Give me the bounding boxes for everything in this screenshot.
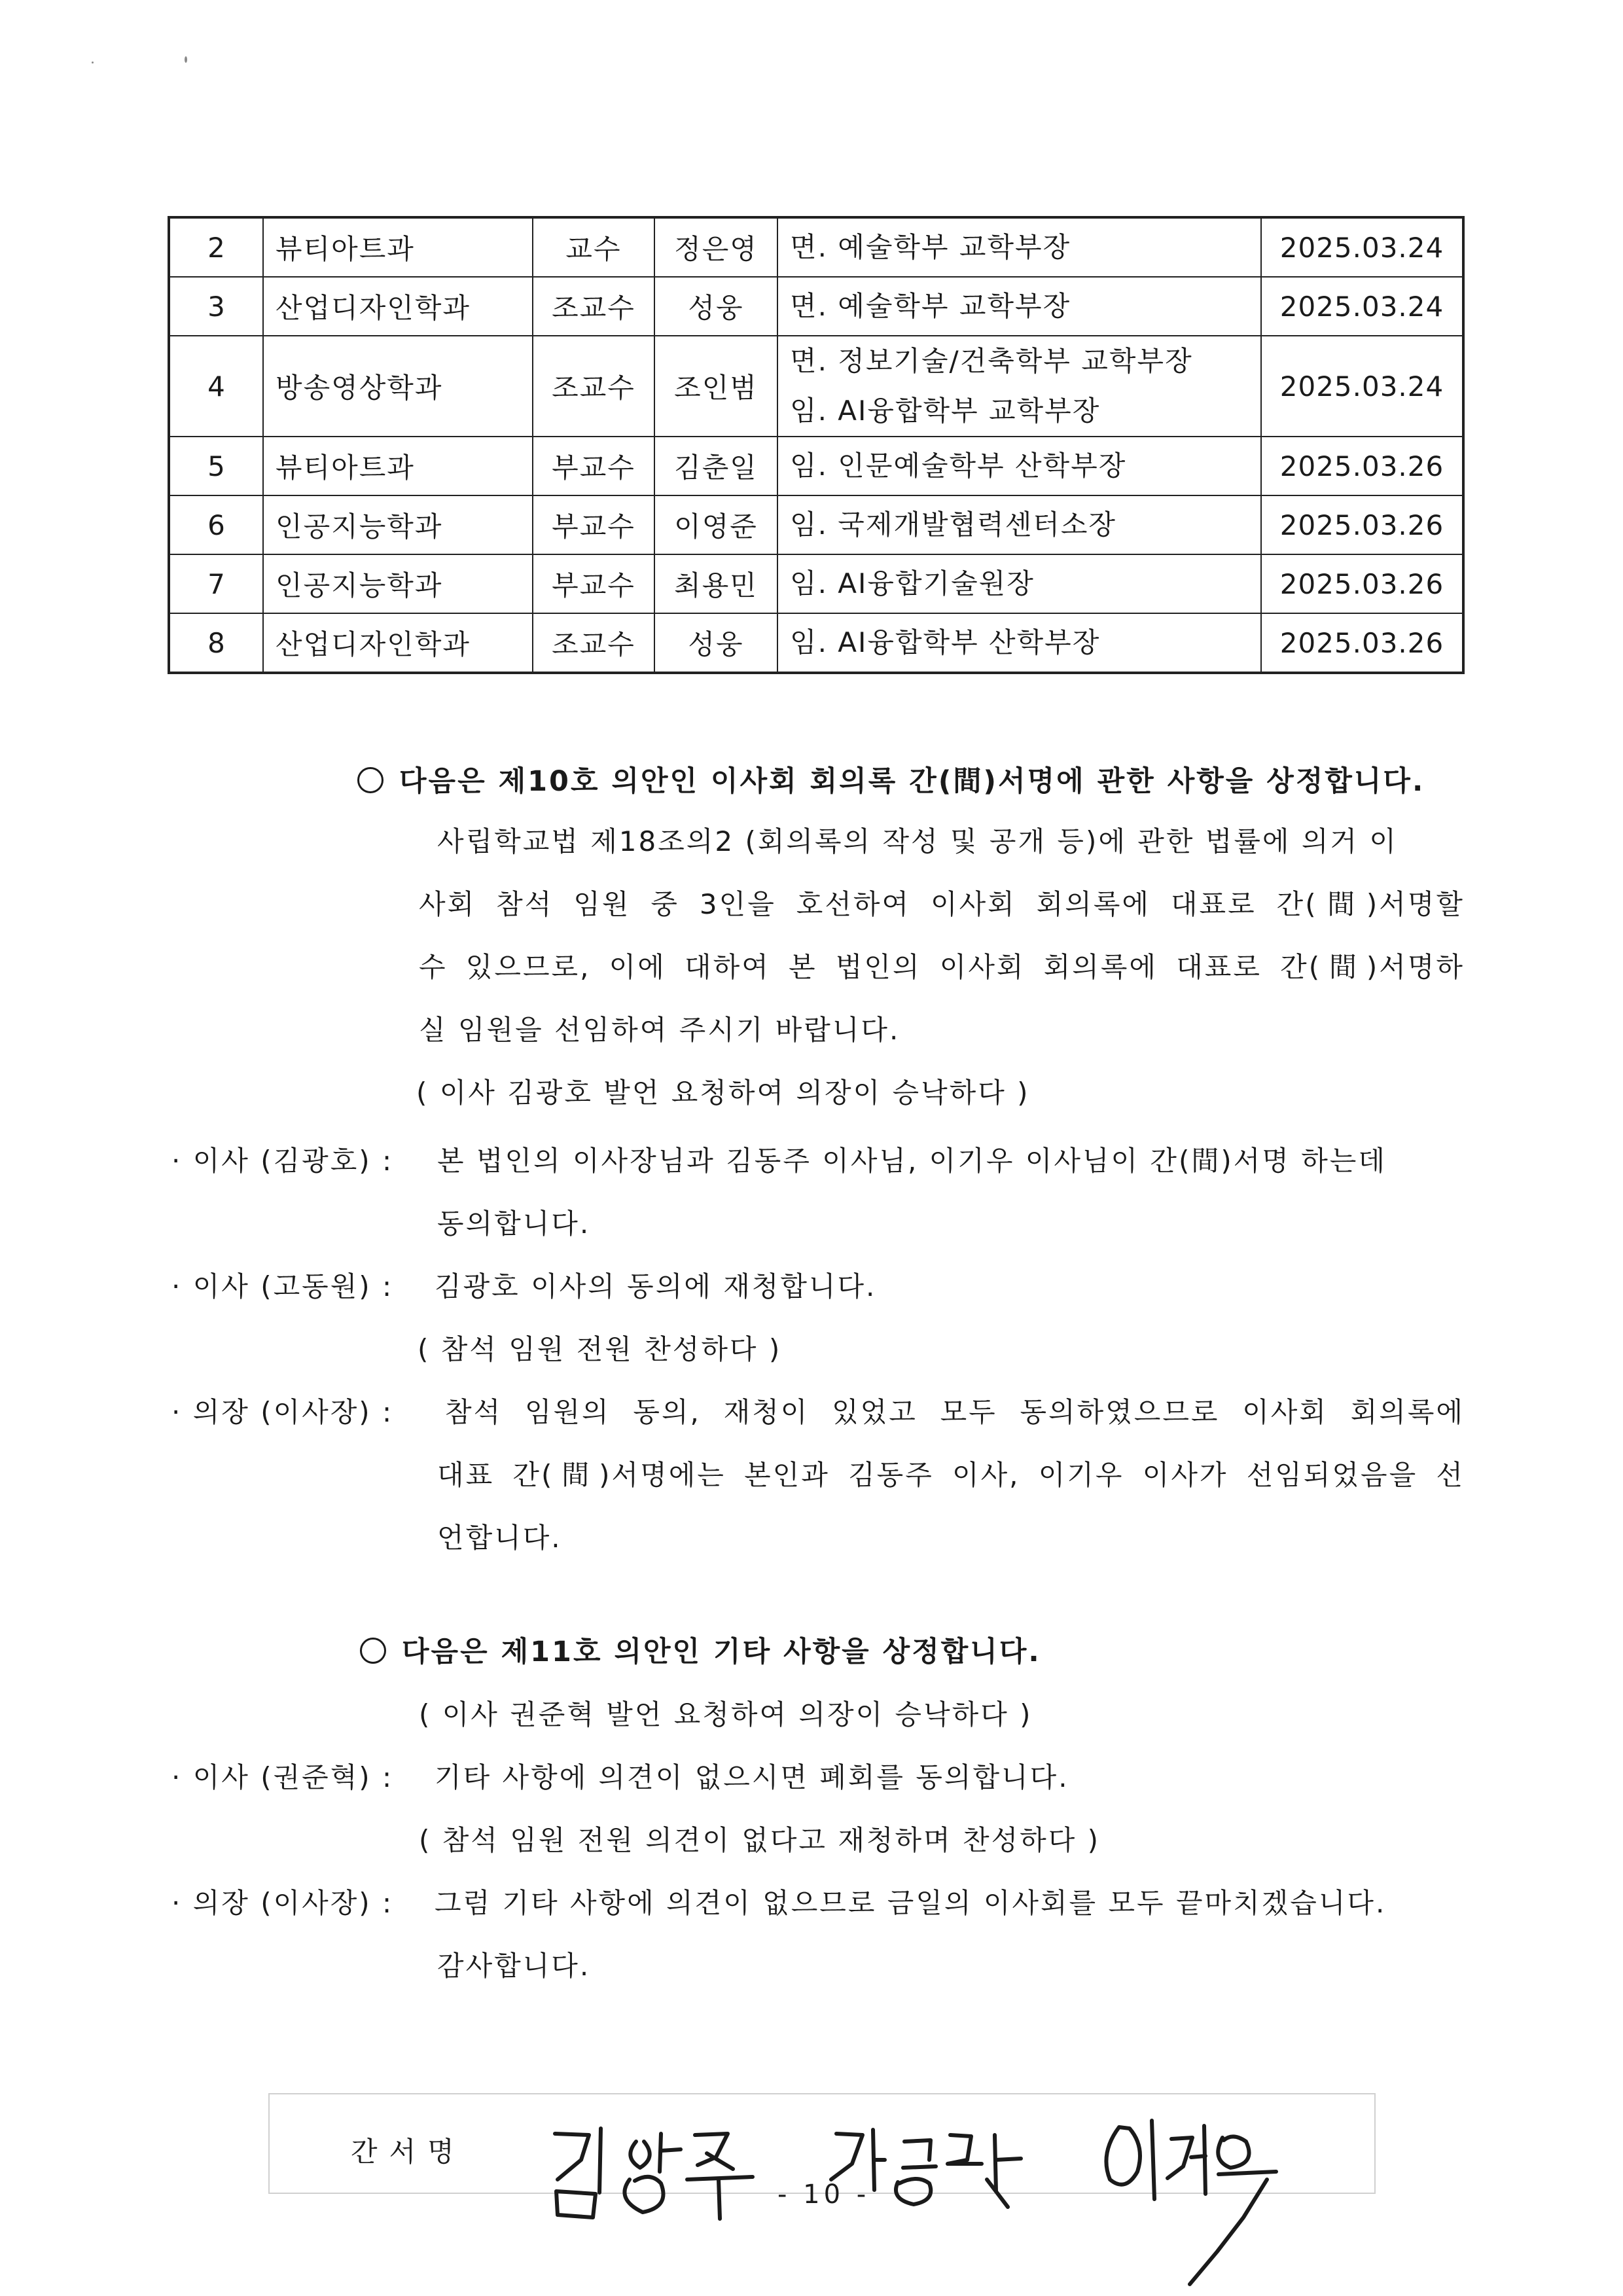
agenda11-note: ( 참석 임원 전원 의견이 없다고 재청하며 찬성하다 ) [419, 1824, 1101, 1856]
rank-cell: 조교수 [533, 336, 654, 437]
post-line: 면. 예술학부 교학부장 [790, 290, 1071, 322]
post-line: 면. 정보기술/건축학부 교학부장 [790, 345, 1193, 377]
date-cell: 2025.03.24 [1261, 336, 1463, 437]
speaker-label: · 이사 (권준혁) : [171, 1761, 394, 1793]
rank-cell: 부교수 [533, 554, 654, 613]
date-cell: 2025.03.26 [1261, 437, 1463, 495]
post-line: 임. 인문예술학부 산학부장 [790, 450, 1127, 482]
speech-line: 대표 간(間)서명에는 본인과 김동주 이사, 이기우 이사가 선임되었음을 선 [437, 1459, 1465, 1491]
name-cell: 성웅 [654, 277, 777, 336]
signature-label: 간서명 [351, 2136, 466, 2168]
department-cell: 인공지능학과 [263, 495, 533, 554]
department-cell: 인공지능학과 [263, 554, 533, 613]
page-number: - 10 - [777, 2179, 870, 2210]
date-cell: 2025.03.24 [1261, 217, 1463, 277]
name-cell: 성웅 [654, 613, 777, 673]
agenda10-body-line: 실 임원을 선임하여 주시기 바랍니다. [419, 1014, 901, 1046]
post-line: 임. AI융합기술원장 [790, 567, 1035, 600]
agenda11-note: ( 이사 권준혁 발언 요청하여 의장이 승낙하다 ) [419, 1698, 1033, 1731]
date-cell: 2025.03.24 [1261, 277, 1463, 336]
row-number-cell: 4 [169, 336, 263, 437]
speaker-label: · 이사 (고동원) : [171, 1270, 394, 1302]
row-number-cell: 7 [169, 554, 263, 613]
department-cell: 방송영상학과 [263, 336, 533, 437]
post-line: 면. 예술학부 교학부장 [790, 231, 1071, 263]
speech-line: 김광호 이사의 동의에 재청합니다. [435, 1270, 877, 1302]
rank-cell: 조교수 [533, 613, 654, 673]
row-number-cell: 3 [169, 277, 263, 336]
speech-line: 본 법인의 이사장님과 김동주 이사님, 이기우 이사님이 간(間)서명 하는데 [437, 1145, 1387, 1177]
department-cell: 산업디자인학과 [263, 277, 533, 336]
agenda10-body-line: 사립학교법 제18조의2 (회의록의 작성 및 공개 등)에 관한 법률에 의거 이 [437, 825, 1398, 857]
department-cell: 뷰티아트과 [263, 437, 533, 495]
post-line: 임. AI융합학부 산학부장 [790, 626, 1101, 658]
name-cell: 최용민 [654, 554, 777, 613]
speech-line: 기타 사항에 의견이 없으시면 폐회를 동의합니다. [435, 1761, 1069, 1793]
rank-cell: 부교수 [533, 495, 654, 554]
agenda10-note: ( 이사 김광호 발언 요청하여 의장이 승낙하다 ) [416, 1077, 1030, 1109]
row-number-cell: 6 [169, 495, 263, 554]
agenda11-heading-text: 다음은 제11호 의안인 기타 사항을 상정합니다. [402, 1636, 1041, 1668]
speech-line: 동의합니다. [437, 1208, 591, 1240]
agenda10-body-line: 수 있으므로, 이에 대하여 본 법인의 이사회 회의록에 대표로 간(間)서명하 [419, 951, 1465, 983]
speaker-label: · 의장 (이사장) : [171, 1887, 394, 1919]
post-line: 임. AI융합학부 교학부장 [790, 395, 1101, 427]
date-cell: 2025.03.26 [1261, 613, 1463, 673]
rank-cell: 조교수 [533, 277, 654, 336]
row-number-cell: 2 [169, 217, 263, 277]
rank-cell: 교수 [533, 217, 654, 277]
speech-line: 참석 임원의 동의, 재청이 있었고 모두 동의하였으므로 이사회 회의록에 [445, 1396, 1465, 1428]
agenda10-heading-text: 다음은 제10호 의안인 이사회 회의록 간(間)서명에 관한 사항을 상정합니다. [399, 765, 1425, 798]
department-cell: 산업디자인학과 [263, 613, 533, 673]
speech-line: 감사합니다. [437, 1950, 591, 1982]
date-cell: 2025.03.26 [1261, 495, 1463, 554]
name-cell: 조인범 [654, 336, 777, 437]
rank-cell: 부교수 [533, 437, 654, 495]
name-cell: 정은영 [654, 217, 777, 277]
date-cell: 2025.03.26 [1261, 554, 1463, 613]
row-number-cell: 8 [169, 613, 263, 673]
name-cell: 이영준 [654, 495, 777, 554]
speaker-label: · 이사 (김광호) : [171, 1145, 394, 1177]
name-cell: 김춘일 [654, 437, 777, 495]
department-cell: 뷰티아트과 [263, 217, 533, 277]
speech-line: 언합니다. [437, 1522, 562, 1554]
speaker-label: · 의장 (이사장) : [171, 1396, 394, 1428]
speech-line: 그럼 기타 사항에 의견이 없으므로 금일의 이사회를 모두 끝마치겠습니다. [435, 1887, 1387, 1919]
agenda10-body-line: 사회 참석 임원 중 3인을 호선하여 이사회 회의록에 대표로 간(間)서명할 [419, 888, 1465, 920]
row-number-cell: 5 [169, 437, 263, 495]
post-line: 임. 국제개발협력센터소장 [790, 509, 1116, 541]
agenda10-note: ( 참석 임원 전원 찬성하다 ) [418, 1333, 782, 1365]
